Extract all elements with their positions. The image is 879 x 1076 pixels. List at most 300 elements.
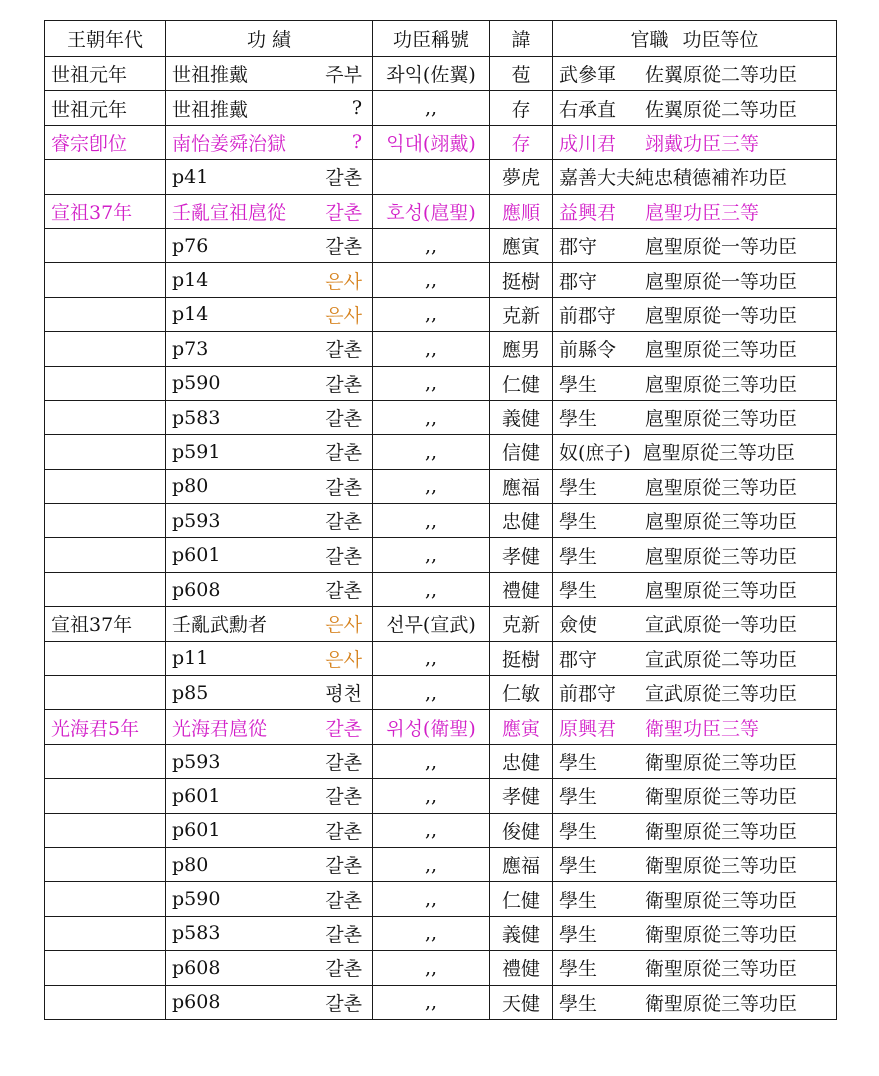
source-note: 평천	[325, 683, 362, 706]
deed-text: p593	[172, 750, 221, 773]
merit-title-cell: ,,	[373, 469, 490, 503]
deed-cell	[166, 194, 373, 228]
office-text: 前郡守	[559, 683, 617, 706]
deed-content	[172, 60, 366, 87]
deed-text: 壬亂宣祖扈從	[172, 201, 287, 224]
office-text: 學生	[559, 855, 598, 878]
deed-cell	[166, 985, 373, 1019]
deed-content	[172, 507, 366, 534]
deed-text: p608	[172, 578, 221, 601]
merit-title-cell: 좌익(佐翼)	[373, 57, 490, 91]
grade-text: 扈聖原從三等功臣	[645, 408, 798, 431]
era-cell: 睿宗卽位	[45, 125, 166, 159]
post-grade-cell	[553, 985, 837, 1019]
given-name-cell: 仁健	[490, 366, 553, 400]
deed-cell	[166, 744, 373, 778]
post-content	[559, 301, 830, 328]
given-name-cell: 存	[490, 91, 553, 125]
office-text: 學生	[559, 786, 598, 809]
deed-cell	[166, 125, 373, 159]
post-grade-cell	[553, 400, 837, 434]
post-content	[559, 679, 830, 706]
office-text: 學生	[559, 889, 598, 912]
given-name-cell: 存	[490, 125, 553, 159]
post-content	[559, 542, 830, 569]
deed-text: p590	[172, 372, 221, 395]
source-note: ?	[351, 131, 362, 154]
deed-content	[172, 714, 366, 741]
table-row	[45, 400, 837, 434]
deed-text: p593	[172, 509, 221, 532]
given-name-cell: 挺樹	[490, 263, 553, 297]
post-content	[559, 507, 830, 534]
office-text: 學生	[559, 923, 598, 946]
table-row	[45, 572, 837, 606]
post-grade-cell	[553, 710, 837, 744]
merit-title-cell: ,,	[373, 504, 490, 538]
table-body	[45, 57, 837, 1020]
given-name-cell: 苞	[490, 57, 553, 91]
post-grade-cell	[553, 366, 837, 400]
table-row	[45, 607, 837, 641]
post-grade-cell	[553, 57, 837, 91]
merit-table-sheet	[44, 20, 836, 1020]
post-grade-cell	[553, 813, 837, 847]
post-grade-cell	[553, 91, 837, 125]
deed-content	[172, 473, 366, 500]
office-text: 武參軍	[559, 64, 617, 87]
office-text: 僉使	[559, 614, 598, 637]
merit-title-cell: ,,	[373, 779, 490, 813]
source-note: 은사	[325, 648, 362, 671]
merit-title-cell: 호성(扈聖)	[373, 194, 490, 228]
deed-cell	[166, 332, 373, 366]
grade-text: 扈聖功臣三等	[645, 201, 760, 224]
grade-text: 扈聖原從三等功臣	[642, 442, 795, 465]
source-note: 갈촌	[325, 923, 362, 946]
deed-cell	[166, 297, 373, 331]
grade-text: 扈聖原從三等功臣	[645, 511, 798, 534]
deed-content	[172, 610, 366, 637]
header-post	[553, 21, 837, 57]
source-note: 갈촌	[325, 339, 362, 362]
deed-text: p80	[172, 475, 209, 498]
merit-title-cell: ,,	[373, 228, 490, 262]
deed-content	[172, 748, 366, 775]
deed-cell	[166, 916, 373, 950]
source-note: 갈촌	[325, 167, 362, 190]
merit-title-cell: 선무(宣武)	[373, 607, 490, 641]
deed-text: 光海君扈從	[172, 717, 268, 740]
deed-content	[172, 782, 366, 809]
deed-text: p590	[172, 888, 221, 911]
given-name-cell: 仁健	[490, 882, 553, 916]
table-row	[45, 710, 837, 744]
deed-cell	[166, 882, 373, 916]
post-content	[559, 198, 830, 225]
source-note: 은사	[325, 270, 362, 293]
post-grade-cell	[553, 779, 837, 813]
source-note: 은사	[325, 614, 362, 637]
deed-content	[172, 163, 366, 190]
post-content	[559, 267, 830, 294]
header-post-office: 官職	[630, 29, 669, 51]
source-note: 갈촌	[325, 580, 362, 603]
deed-cell	[166, 91, 373, 125]
post-grade-cell	[553, 882, 837, 916]
deed-content	[172, 989, 366, 1016]
header-name: 諱	[490, 21, 553, 57]
era-cell	[45, 676, 166, 710]
office-text: 成川君	[559, 132, 617, 155]
deed-text: p41	[172, 165, 209, 188]
deed-content	[172, 335, 366, 362]
era-cell	[45, 779, 166, 813]
grade-text: 扈聖原從一等功臣	[645, 304, 798, 327]
post-content	[559, 989, 830, 1016]
post-content	[559, 714, 830, 741]
merit-title-cell: ,,	[373, 332, 490, 366]
grade-text: 衛聖原從三等功臣	[645, 923, 798, 946]
grade-text: 扈聖原從三等功臣	[645, 339, 798, 362]
table-row	[45, 469, 837, 503]
post-grade-cell	[553, 572, 837, 606]
office-text: 郡守	[559, 236, 598, 259]
given-name-cell: 克新	[490, 297, 553, 331]
post-grade-cell	[553, 641, 837, 675]
table-row	[45, 228, 837, 262]
given-name-cell: 應寅	[490, 228, 553, 262]
office-text: 郡守	[559, 648, 598, 671]
deed-text: p73	[172, 337, 209, 360]
table-row	[45, 504, 837, 538]
deed-text: p14	[172, 269, 209, 292]
source-note: 갈촌	[325, 408, 362, 431]
deed-cell	[166, 641, 373, 675]
era-cell	[45, 435, 166, 469]
given-name-cell: 禮健	[490, 572, 553, 606]
post-grade-cell	[553, 951, 837, 985]
deed-content	[172, 542, 366, 569]
office-text: 前郡守	[559, 304, 617, 327]
post-grade-cell	[553, 194, 837, 228]
deed-text: p601	[172, 544, 221, 567]
post-content	[559, 163, 830, 190]
deed-content	[172, 438, 366, 465]
table-row	[45, 160, 837, 194]
table-row	[45, 125, 837, 159]
merit-title-cell: ,,	[373, 366, 490, 400]
era-cell	[45, 572, 166, 606]
given-name-cell: 孝健	[490, 538, 553, 572]
given-name-cell: 仁敏	[490, 676, 553, 710]
deed-cell	[166, 779, 373, 813]
deed-content	[172, 232, 366, 259]
grade-text: 扈聖原從一等功臣	[645, 270, 798, 293]
merit-title-cell: ,,	[373, 91, 490, 125]
post-content	[559, 886, 830, 913]
deed-cell	[166, 469, 373, 503]
deed-content	[172, 301, 366, 328]
era-cell	[45, 985, 166, 1019]
deed-text: 南怡姜舜治獄	[172, 132, 287, 155]
era-cell: 世祖元年	[45, 57, 166, 91]
deed-content	[172, 370, 366, 397]
deed-content	[172, 645, 366, 672]
deed-text: p85	[172, 681, 209, 704]
grade-text: 佐翼原從二等功臣	[645, 64, 798, 87]
post-grade-cell	[553, 847, 837, 881]
deed-cell	[166, 538, 373, 572]
source-note: 갈촌	[325, 958, 362, 981]
post-content	[559, 473, 830, 500]
merit-title-cell: ,,	[373, 813, 490, 847]
deed-cell	[166, 504, 373, 538]
deed-text: p608	[172, 991, 221, 1014]
office-text: 學生	[559, 958, 598, 981]
table-row	[45, 297, 837, 331]
post-content	[559, 370, 830, 397]
deed-content	[172, 954, 366, 981]
deed-cell	[166, 400, 373, 434]
given-name-cell: 克新	[490, 607, 553, 641]
table-row	[45, 332, 837, 366]
merit-subjects-table	[44, 20, 837, 1020]
office-text: 學生	[559, 373, 598, 396]
deed-text: p601	[172, 819, 221, 842]
grade-text: 扈聖原從一等功臣	[645, 236, 798, 259]
table-header	[45, 21, 837, 57]
deed-text: p14	[172, 303, 209, 326]
grade-text: 宣武原從三等功臣	[645, 683, 798, 706]
deed-cell	[166, 263, 373, 297]
deed-content	[172, 920, 366, 947]
deed-text: p608	[172, 956, 221, 979]
given-name-cell: 孝健	[490, 779, 553, 813]
header-row	[45, 21, 837, 57]
era-cell	[45, 160, 166, 194]
post-content	[559, 610, 830, 637]
table-row	[45, 194, 837, 228]
post-content	[559, 851, 830, 878]
merit-title-cell: ,,	[373, 435, 490, 469]
era-cell	[45, 297, 166, 331]
deed-content	[172, 129, 366, 156]
era-cell	[45, 366, 166, 400]
grade-text: 衛聖原從三等功臣	[645, 820, 798, 843]
given-name-cell: 禮健	[490, 951, 553, 985]
merit-title-cell: ,,	[373, 916, 490, 950]
era-cell	[45, 951, 166, 985]
deed-text: p591	[172, 440, 221, 463]
deed-content	[172, 817, 366, 844]
post-content	[559, 576, 830, 603]
table-row	[45, 263, 837, 297]
source-note: 갈촌	[325, 201, 362, 224]
deed-cell	[166, 607, 373, 641]
post-grade-cell	[553, 332, 837, 366]
grade-text: 衛聖原從三等功臣	[645, 958, 798, 981]
post-grade-cell	[553, 297, 837, 331]
table-row	[45, 676, 837, 710]
post-content	[559, 95, 830, 122]
source-note: 갈촌	[325, 889, 362, 912]
deed-cell	[166, 160, 373, 194]
source-note: 은사	[325, 304, 362, 327]
post-content	[559, 404, 830, 431]
table-row	[45, 91, 837, 125]
source-note: 갈촌	[325, 442, 362, 465]
office-text: 郡守	[559, 270, 598, 293]
post-content	[559, 748, 830, 775]
source-note: ?	[351, 97, 362, 120]
office-text: 學生	[559, 408, 598, 431]
table-row	[45, 985, 837, 1019]
table-row	[45, 813, 837, 847]
office-text: 學生	[559, 476, 598, 499]
era-cell	[45, 744, 166, 778]
source-note: 갈촌	[325, 786, 362, 809]
post-grade-cell	[553, 469, 837, 503]
era-cell	[45, 504, 166, 538]
post-content	[559, 232, 830, 259]
grade-text: 宣武原從二等功臣	[645, 648, 798, 671]
table-row	[45, 847, 837, 881]
era-cell	[45, 813, 166, 847]
post-grade-cell	[553, 538, 837, 572]
grade-text: 衛聖原從三等功臣	[645, 992, 798, 1015]
era-cell	[45, 263, 166, 297]
grade-text: 衛聖功臣三等	[645, 717, 760, 740]
deed-cell	[166, 228, 373, 262]
era-cell: 光海君5年	[45, 710, 166, 744]
source-note: 갈촌	[325, 717, 362, 740]
deed-text: p11	[172, 647, 209, 670]
office-text: 學生	[559, 580, 598, 603]
given-name-cell: 天健	[490, 985, 553, 1019]
merit-title-cell: 익대(翊戴)	[373, 125, 490, 159]
source-note: 갈촌	[325, 855, 362, 878]
merit-title-cell	[373, 160, 490, 194]
source-note: 갈촌	[325, 476, 362, 499]
grade-text: 宣武原從一等功臣	[645, 614, 798, 637]
era-cell: 宣祖37年	[45, 194, 166, 228]
source-note: 갈촌	[325, 820, 362, 843]
given-name-cell: 挺樹	[490, 641, 553, 675]
post-grade-cell	[553, 607, 837, 641]
source-note: 갈촌	[325, 752, 362, 774]
header-era: 王朝年代	[45, 21, 166, 57]
era-cell	[45, 228, 166, 262]
grade-text: 佐翼原從二等功臣	[645, 98, 798, 121]
deed-cell	[166, 676, 373, 710]
deed-text: 壬亂武勳者	[172, 614, 268, 637]
source-note: 갈촌	[325, 373, 362, 396]
era-cell	[45, 916, 166, 950]
office-text: 原興君	[559, 717, 617, 740]
given-name-cell: 夢虎	[490, 160, 553, 194]
post-grade-cell	[553, 160, 837, 194]
grade-text: 衛聖原從三等功臣	[645, 752, 798, 774]
merit-title-cell: ,,	[373, 744, 490, 778]
merit-title-cell: ,,	[373, 882, 490, 916]
given-name-cell: 應順	[490, 194, 553, 228]
office-text: 學生	[559, 752, 598, 774]
office-text: 奴(庶子)	[559, 442, 631, 465]
table-row	[45, 57, 837, 91]
post-grade-cell	[553, 263, 837, 297]
merit-title-cell: ,,	[373, 985, 490, 1019]
post-content	[559, 438, 830, 465]
table-row	[45, 916, 837, 950]
source-note: 갈촌	[325, 992, 362, 1015]
table-row	[45, 641, 837, 675]
grade-text: 扈聖原從三等功臣	[645, 580, 798, 603]
era-cell	[45, 538, 166, 572]
given-name-cell: 俊健	[490, 813, 553, 847]
deed-text: p583	[172, 922, 221, 945]
deed-cell	[166, 57, 373, 91]
deed-cell	[166, 366, 373, 400]
post-grade-cell	[553, 916, 837, 950]
post-content	[559, 645, 830, 672]
given-name-cell: 應福	[490, 469, 553, 503]
given-name-cell: 信健	[490, 435, 553, 469]
merit-title-cell: ,,	[373, 538, 490, 572]
deed-text: p583	[172, 406, 221, 429]
grade-text: 扈聖原從三等功臣	[645, 373, 798, 396]
deed-text: p601	[172, 784, 221, 807]
post-content	[559, 60, 830, 87]
table-row	[45, 538, 837, 572]
source-note: 갈촌	[325, 511, 362, 534]
deed-cell	[166, 813, 373, 847]
post-grade-cell	[553, 504, 837, 538]
post-content	[559, 817, 830, 844]
merit-title-cell: ,,	[373, 297, 490, 331]
source-note: 갈촌	[325, 236, 362, 259]
deed-cell	[166, 951, 373, 985]
source-note: 갈촌	[325, 545, 362, 568]
era-cell: 宣祖37年	[45, 607, 166, 641]
merit-title-cell: ,,	[373, 951, 490, 985]
header-post-grade: 功臣等位	[682, 29, 759, 51]
merit-title-cell: ,,	[373, 676, 490, 710]
deed-content	[172, 679, 366, 706]
deed-cell	[166, 435, 373, 469]
office-text: 益興君	[559, 201, 617, 224]
office-text: 右承直	[559, 98, 617, 121]
era-cell	[45, 332, 166, 366]
deed-text: 世祖推戴	[172, 98, 249, 121]
deed-content	[172, 886, 366, 913]
grade-text: 翊戴功臣三等	[645, 132, 760, 155]
given-name-cell: 義健	[490, 916, 553, 950]
merit-title-cell: ,,	[373, 263, 490, 297]
post-grade-cell	[553, 228, 837, 262]
office-text: 嘉善大夫純忠積德補祚功臣	[559, 167, 788, 190]
deed-text: p76	[172, 234, 209, 257]
given-name-cell: 應寅	[490, 710, 553, 744]
grade-text: 扈聖原從三等功臣	[645, 476, 798, 499]
header-deed: 功 績	[166, 21, 373, 57]
office-text: 學生	[559, 820, 598, 843]
table-row	[45, 779, 837, 813]
post-grade-cell	[553, 435, 837, 469]
era-cell	[45, 882, 166, 916]
deed-content	[172, 576, 366, 603]
office-text: 學生	[559, 545, 598, 568]
